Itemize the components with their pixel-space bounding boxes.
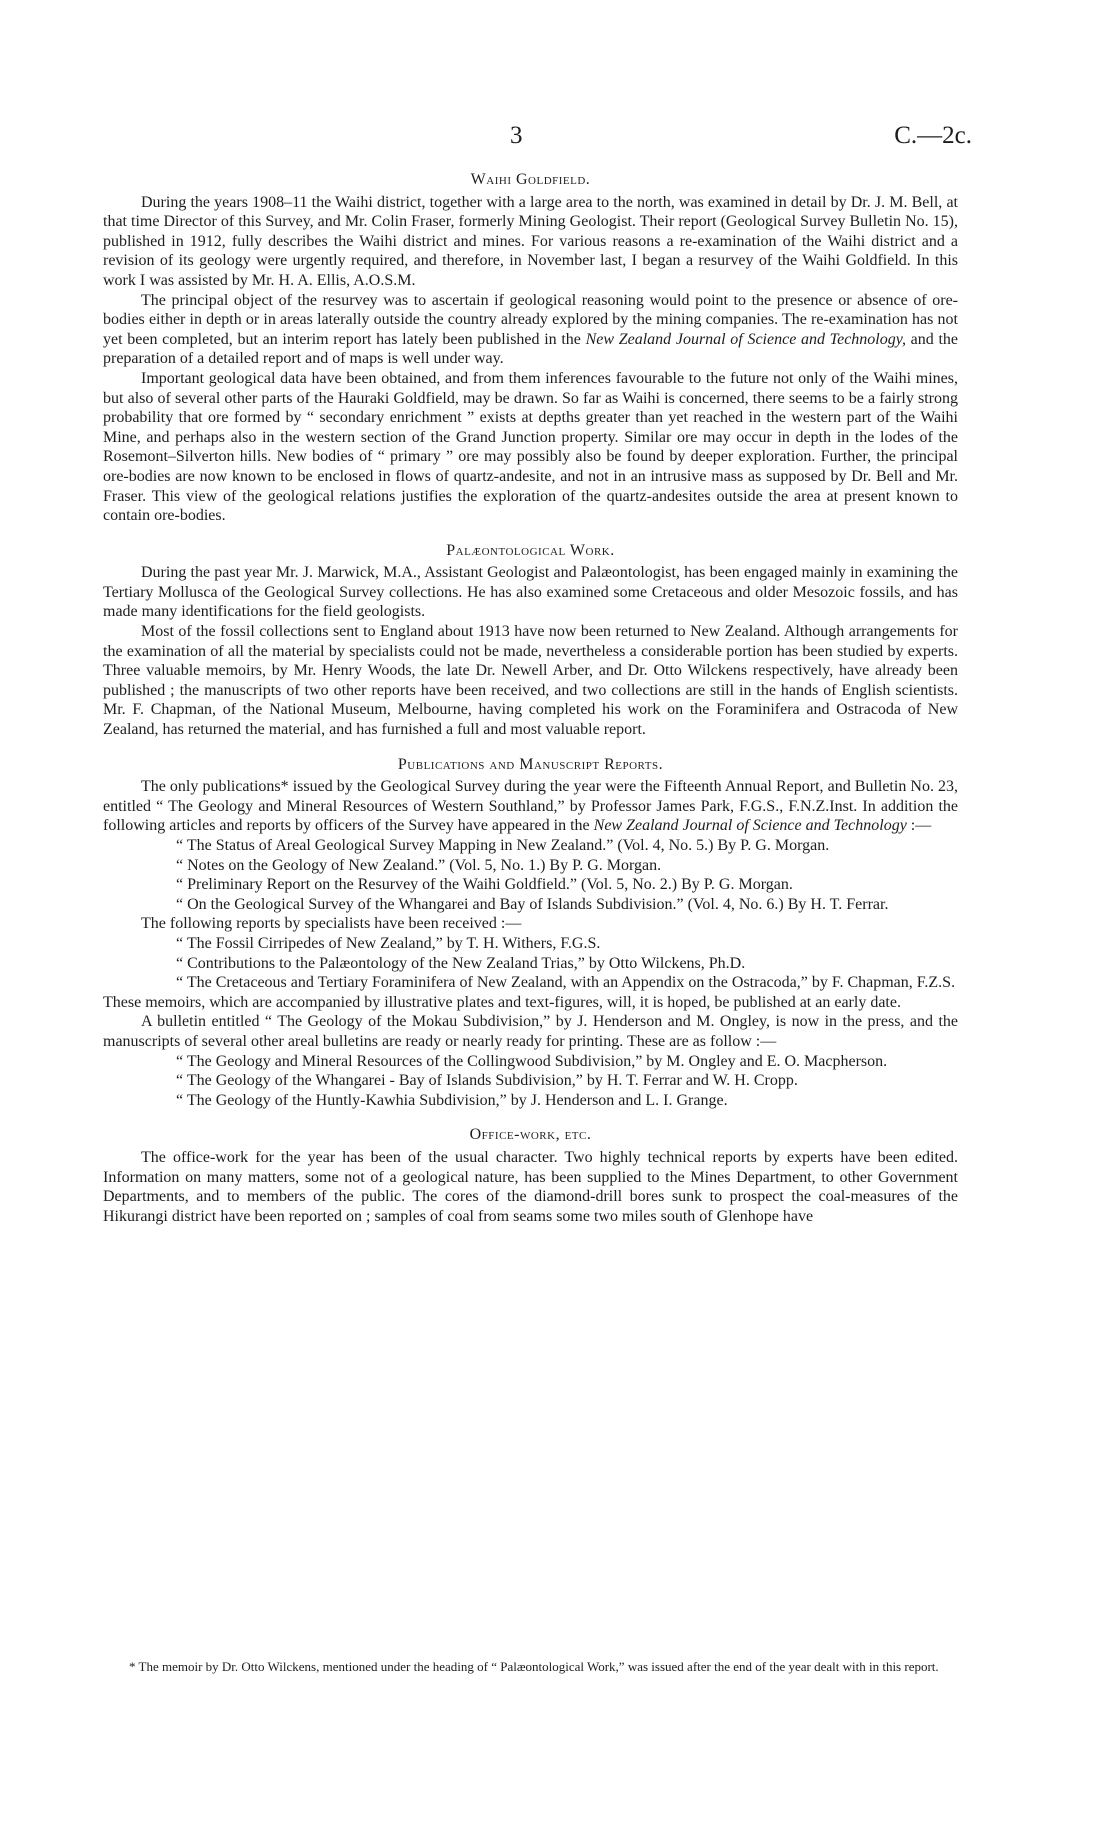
paragraph: The following reports by specialists have been received :— xyxy=(141,915,522,933)
list-item: “ The Status of Areal Geological Survey Mapping in New Zealand.” (Vol. 4, No. 5.) By P. G. Morgan. xyxy=(176,837,830,854)
paragraph: These memoirs, which are accompanied by illustrative plates and text-figures, will, it is hoped, be published at an early date. xyxy=(103,993,901,1011)
heading-publications: Publications and Manuscript Reports. xyxy=(397,755,664,773)
list-item: “ The Geology and Mineral Resources of the Collingwood Subdivision,” by M. Ongley and E. O. Macpherson. xyxy=(176,1052,888,1070)
page-number: 3 xyxy=(510,122,523,149)
list-item: “ The Fossil Cirripedes of New Zealand,” by T. H. Withers, F.G.S. xyxy=(176,934,601,952)
paragraph: Most of the fossil collections sent to England about 1913 have now been returned to New Zealand. Although arrangements for the examination of all the material by specialists could not be made, nevertheless a considerable portion has been studied by experts. Three valuable memoirs, by Mr. Henry Woods, the late Dr. Newell Arber, and Dr. Otto Wilckens respectively, have already been published ; the manuscripts of two other reports have been received, and two collections are still in the hands of English scientists. Mr. F. Chapman, of the National Museum, Melbourne, having completed his work on the Foraminifera and Ostracoda of New Zealand, has returned the material, and has furnished a full and most valuable report. xyxy=(103,623,958,739)
heading-office-work: Office-work, etc. xyxy=(469,1126,592,1144)
list-item: “ Preliminary Report on the Resurvey of the Waihi Goldfield.” (Vol. 5, No. 2.) By P. G. Morgan. xyxy=(176,876,793,894)
list-item: “ The Cretaceous and Tertiary Foraminifera of New Zealand, with an Appendix on the Ostracoda,” by F. Chapman, F.Z.S. xyxy=(176,974,956,992)
paragraph: The principal object of the resurvey was to ascertain if geological reasoning would point to the presence or absence of ore-bodies either in depth or in areas laterally outside the country already explored by the mining companies. The re-examination has not yet been completed, but an interim report has lately been published in the New Zealand Journal of Science and Technology, and the preparation of a detailed report and of maps is well under way. xyxy=(103,291,958,368)
paragraph: During the past year Mr. J. Marwick, M.A., Assistant Geologist and Palæontologist, has been engaged mainly in examining the Tertiary Mollusca of the Geological Survey collections. He has also examined some Cretaceous and older Mesozoic fossils, and has made many identifications for the field geologists. xyxy=(103,564,958,621)
list-item: “ On the Geological Survey of the Whangarei and Bay of Islands Subdivision.” (Vol. 4, No. 6.) By H. T. Ferrar. xyxy=(176,895,889,913)
list-item: “ The Geology of the Whangarei - Bay of Islands Subdivision,” by H. T. Ferrar and W. H. Cropp. xyxy=(176,1072,798,1090)
heading-waihi-goldfield: Waihi Goldfield. xyxy=(470,171,591,188)
document-reference: C.—2c. xyxy=(894,122,972,149)
footnote: * The memoir by Dr. Otto Wilckens, mentioned under the heading of “ Palæontological Work,” was issued after the end of the year dealt with in this report. xyxy=(129,1659,939,1674)
list-item: “ The Geology of the Huntly-Kawhia Subdivision,” by J. Henderson and L. I. Grange. xyxy=(176,1091,728,1109)
paragraph: The office-work for the year has been of the usual character. Two highly technical reports by experts have been edited. Information on many matters, some not of a geological nature, has been supplied to the Mines Department, to other Government Departments, and to members of the public. The cores of the diamond-drill bores sunk to prospect the coal-measures of the Hikurangi district have been reported on ; samples of coal from seams some two miles south of Glenhope have xyxy=(103,1148,958,1225)
paragraph: The only publications* issued by the Geological Survey during the year were the Fifteenth Annual Report, and Bulletin No. 23, entitled “ The Geology and Mineral Resources of Western Southland,” by Professor James Park, F.G.S., F.N.Z.Inst. In addition the following articles and reports by officers of the Survey have appeared in the New Zealand Journal of Science and Technology :— xyxy=(103,778,958,835)
list-item: “ Notes on the Geology of New Zealand.” (Vol. 5, No. 1.) By P. G. Morgan. xyxy=(176,856,662,874)
list-item: “ Contributions to the Palæontology of the New Zealand Trias,” by Otto Wilckens, Ph.D. xyxy=(176,954,746,972)
paragraph: A bulletin entitled “ The Geology of the Mokau Subdivision,” by J. Henderson and M. Ongley, is now in the press, and the manuscripts of several other areal bulletins are ready or nearly ready for printing. These are as follow :— xyxy=(103,1013,958,1050)
heading-palaeontological-work: Palæontological Work. xyxy=(446,541,615,559)
paragraph: Important geological data have been obtained, and from them inferences favourable to the future not only of the Waihi mines, but also of several other parts of the Hauraki Goldfield, may be drawn. So far as Waihi is concerned, there seems to be a fairly strong probability that ore formed by “ secondary enrichment ” exists at depths greater than yet reached in the western part of the Waihi Mine, and perhaps also in the western section of the Grand Junction property. Similar ore may occur in depth in the lodes of the Rosemont–Silverton hills. New bodies of “ primary ” ore may possibly also be found by deeper exploration. Further, the principal ore-bodies are now known to be enclosed in flows of quartz-andesite, and not in an intrusive mass as supposed by Dr. Bell and Mr. Fraser. This view of the geological relations justifies the exploration of the quartz-andesites outside the area at present known to contain ore-bodies. xyxy=(103,369,958,525)
document-body xyxy=(103,170,958,1226)
paragraph: During the years 1908–11 the Waihi district, together with a large area to the north, was examined in detail by Dr. J. M. Bell, at that time Director of this Survey, and Mr. Colin Fraser, formerly Mining Geologist. Their report (Geological Survey Bulletin No. 15), published in 1912, fully describes the Waihi district and mines. For various reasons a re-examination of the Waihi district and a revision of its geology were urgently required, and therefore, in November last, I began a resurvey of the Waihi Goldfield. In this work I was assisted by Mr. H. A. Ellis, A.O.S.M. xyxy=(103,193,958,289)
